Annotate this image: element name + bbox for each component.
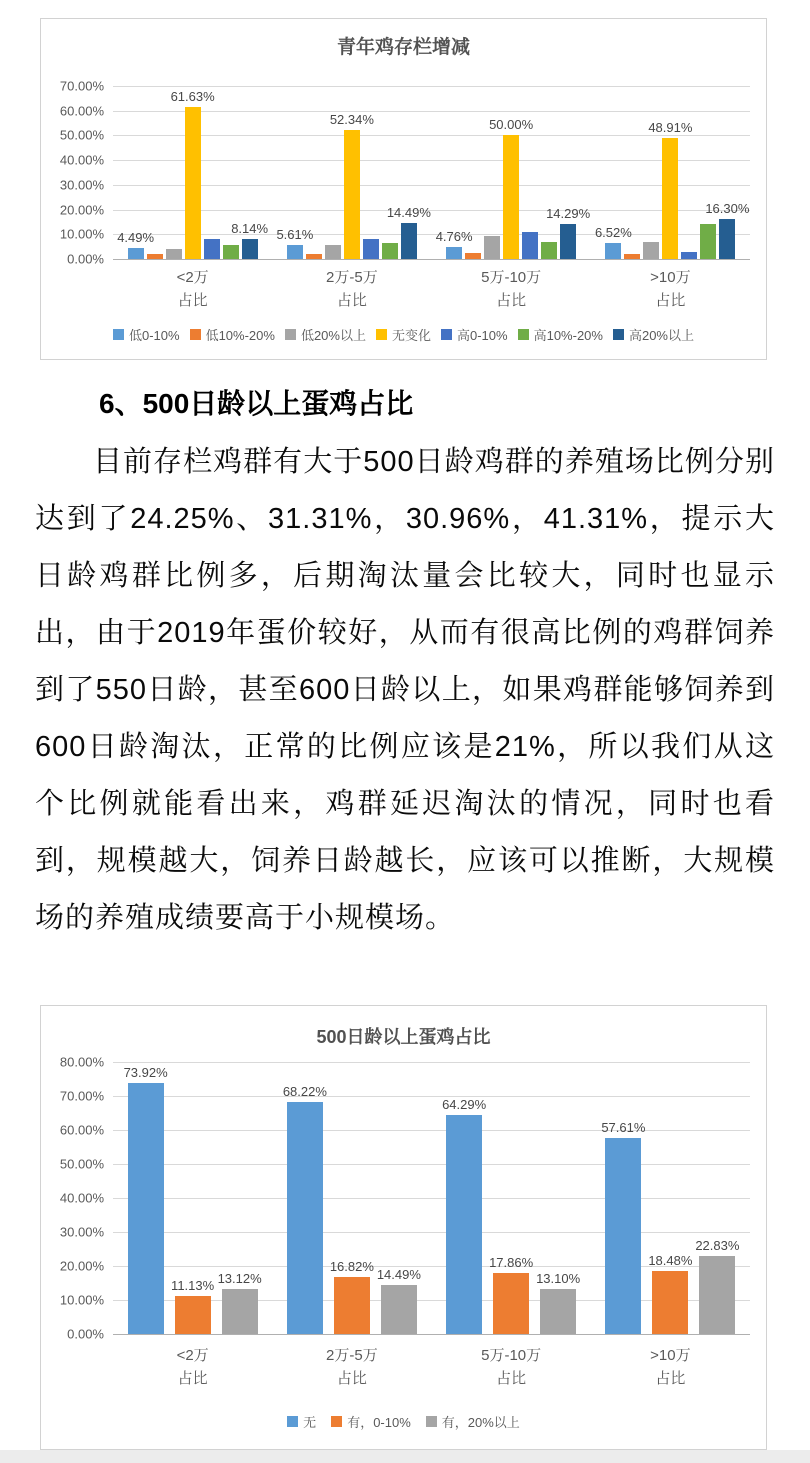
bar-value-label: 57.61% bbox=[601, 1120, 646, 1136]
bar-segment bbox=[170, 88, 215, 259]
bar-segment bbox=[171, 1278, 215, 1334]
x-category-line: 占比 bbox=[655, 291, 686, 309]
bar-group bbox=[591, 1062, 750, 1334]
chart-title: 青年鸡存栏增减 bbox=[336, 37, 470, 58]
x-axis-labels bbox=[113, 267, 766, 312]
legend-swatch bbox=[376, 329, 387, 340]
x-axis-line bbox=[113, 259, 750, 260]
bar-segment bbox=[700, 224, 716, 259]
bar-value-label: 16.30% bbox=[705, 200, 750, 216]
x-category-line: 占比 bbox=[336, 291, 367, 309]
bar-value-label: 14.29% bbox=[546, 205, 591, 221]
legend-label: 低10%-20% bbox=[205, 328, 275, 343]
bar-group bbox=[591, 86, 750, 259]
bar-value-label: 8.14% bbox=[231, 220, 269, 236]
bar-segment bbox=[223, 245, 239, 259]
bar-value-label: 48.91% bbox=[648, 120, 693, 136]
bar-group bbox=[113, 1062, 272, 1334]
bar-segment bbox=[123, 1064, 168, 1334]
bar-segment bbox=[541, 242, 557, 259]
legend bbox=[41, 325, 766, 344]
x-category-line: <2万 bbox=[176, 1347, 209, 1364]
y-tick-label: 60.00% bbox=[59, 1122, 104, 1138]
bar-segment bbox=[204, 239, 220, 259]
bar-segment bbox=[648, 120, 693, 259]
bar-segment bbox=[276, 227, 314, 259]
x-category-line: 占比 bbox=[496, 291, 527, 309]
bar-value-label: 14.49% bbox=[376, 1266, 421, 1282]
bar-segment bbox=[435, 229, 473, 259]
bar-value-label: 13.12% bbox=[217, 1271, 262, 1287]
x-category-line: >10万 bbox=[650, 1347, 691, 1364]
bar-group bbox=[113, 86, 272, 259]
page-bottom-edge bbox=[0, 1450, 810, 1463]
legend-item bbox=[376, 325, 431, 344]
legend-swatch bbox=[426, 1416, 437, 1427]
y-tick-label: 10.00% bbox=[59, 226, 104, 242]
bar-segment bbox=[705, 200, 750, 259]
y-tick-label: 40.00% bbox=[59, 152, 104, 168]
y-tick-label: 50.00% bbox=[59, 127, 104, 143]
bar-segment bbox=[117, 229, 155, 259]
x-category-line: 5万-10万 bbox=[481, 1347, 542, 1364]
legend-swatch bbox=[518, 329, 529, 340]
legend-label: 有，20%以上 bbox=[441, 1415, 520, 1430]
legend-label: 有，0-10% bbox=[347, 1415, 411, 1430]
legend-item bbox=[613, 325, 694, 344]
y-axis bbox=[41, 78, 113, 267]
bar-value-label: 4.49% bbox=[117, 229, 155, 245]
chart-over-500-day-hen-ratio bbox=[40, 1005, 767, 1450]
legend-swatch bbox=[190, 329, 201, 340]
plot-region bbox=[41, 1054, 766, 1342]
section-heading: 6、500日龄以上蛋鸡占比 bbox=[99, 388, 414, 419]
bar-group bbox=[432, 1062, 591, 1334]
bar-value-label: 18.48% bbox=[648, 1253, 693, 1269]
bar-value-label: 14.49% bbox=[386, 205, 431, 221]
y-tick-label: 30.00% bbox=[59, 177, 104, 193]
bar-segment bbox=[442, 1097, 487, 1334]
bar-groups bbox=[113, 86, 750, 259]
bar-value-label: 52.34% bbox=[329, 111, 374, 127]
bar-segment bbox=[681, 252, 697, 259]
y-tick-label: 10.00% bbox=[59, 1292, 104, 1308]
x-category-label bbox=[113, 267, 272, 312]
legend-item bbox=[518, 325, 603, 344]
bar-segment bbox=[306, 254, 322, 259]
bar-value-label: 13.10% bbox=[536, 1271, 581, 1287]
bar-segment bbox=[363, 239, 379, 259]
legend-item bbox=[285, 325, 366, 344]
legend-swatch bbox=[613, 329, 624, 340]
legend bbox=[41, 1412, 766, 1431]
bar-segment bbox=[147, 254, 163, 259]
bar-group bbox=[432, 86, 591, 259]
y-tick-label: 60.00% bbox=[59, 103, 104, 119]
bar-segment bbox=[282, 1084, 327, 1334]
y-tick-label: 70.00% bbox=[59, 78, 104, 94]
legend-swatch bbox=[113, 329, 124, 340]
legend-item bbox=[287, 1412, 316, 1431]
bar-segment bbox=[695, 1238, 740, 1334]
legend-item bbox=[331, 1412, 411, 1431]
x-axis-labels bbox=[113, 1345, 766, 1390]
bar-segment bbox=[217, 1271, 262, 1334]
bar-segment bbox=[329, 1258, 374, 1334]
y-tick-label: 20.00% bbox=[59, 202, 104, 218]
chart-young-hen-inventory-change bbox=[40, 18, 767, 360]
bar-value-label: 61.63% bbox=[170, 88, 215, 104]
legend-label: 无 bbox=[303, 1415, 317, 1430]
legend-label: 无变化 bbox=[391, 328, 431, 343]
bar-value-label: 6.52% bbox=[594, 224, 632, 240]
legend-item bbox=[441, 325, 508, 344]
x-category-line: 2万-5万 bbox=[326, 1347, 378, 1364]
legend-label: 高0-10% bbox=[457, 328, 508, 343]
legend-item bbox=[426, 1412, 520, 1431]
plot-area bbox=[113, 1062, 750, 1334]
y-tick-label: 80.00% bbox=[59, 1054, 104, 1070]
bar-segment bbox=[624, 254, 640, 259]
bar-value-label: 50.00% bbox=[489, 117, 534, 133]
bar-value-label: 17.86% bbox=[489, 1255, 534, 1271]
bar-value-label: 22.83% bbox=[695, 1238, 740, 1254]
chart-title: 500日龄以上蛋鸡占比 bbox=[316, 1027, 491, 1047]
bar-group bbox=[272, 86, 431, 259]
y-tick-label: 40.00% bbox=[59, 1190, 104, 1206]
bar-value-label: 68.22% bbox=[282, 1084, 327, 1100]
bar-segment bbox=[325, 245, 341, 259]
legend-item bbox=[190, 325, 275, 344]
legend-label: 高10%-20% bbox=[533, 328, 603, 343]
bar-segment bbox=[489, 117, 534, 259]
plot-area bbox=[113, 86, 750, 259]
bar-segment bbox=[376, 1266, 421, 1334]
x-category-line: 2万-5万 bbox=[326, 269, 378, 286]
bar-segment bbox=[465, 253, 481, 259]
plot-region bbox=[41, 78, 766, 267]
x-category-line: <2万 bbox=[176, 269, 209, 286]
bar-value-label: 5.61% bbox=[276, 227, 314, 243]
bar-group bbox=[272, 1062, 431, 1334]
x-category-line: 占比 bbox=[177, 291, 208, 309]
bar-value-label: 64.29% bbox=[442, 1097, 487, 1113]
bar-segment bbox=[594, 224, 632, 259]
bar-segment bbox=[601, 1120, 646, 1334]
x-category-label bbox=[591, 1345, 750, 1390]
y-tick-label: 0.00% bbox=[67, 251, 104, 267]
bar-value-label: 73.92% bbox=[123, 1064, 168, 1080]
x-axis-line bbox=[113, 1334, 750, 1335]
bar-groups bbox=[113, 1062, 750, 1334]
bar-segment bbox=[648, 1253, 693, 1334]
bar-segment bbox=[231, 220, 269, 259]
bar-value-label: 4.76% bbox=[435, 229, 473, 245]
legend-swatch bbox=[331, 1416, 342, 1427]
bar-segment bbox=[329, 111, 374, 259]
x-category-label bbox=[272, 1345, 431, 1390]
legend-item bbox=[113, 325, 180, 344]
y-tick-label: 30.00% bbox=[59, 1224, 104, 1240]
y-tick-label: 50.00% bbox=[59, 1156, 104, 1172]
x-category-label bbox=[591, 267, 750, 312]
body-paragraph: 目前存栏鸡群有大于500日龄鸡群的养殖场比例分别达到了24.25%、31.31%，30.96%，41.31%，提示大日龄鸡群比例多，后期淘汰量会比较大，同时也显示出，由于2019年蛋价较好，从而有很高比例的鸡群饲养到了550日龄，甚至600日龄以上，如果鸡群能够饲养到600日龄淘汰，正常的比例应该是21%，所以我们从这个比例就能看出来，鸡群延迟淘汰的情况，同时也看到，规模越大，饲养日龄越长，应该可以推断，大规模场的养殖成绩要高于小规模场。 bbox=[35, 446, 775, 934]
x-category-label bbox=[113, 1345, 272, 1390]
bar-segment bbox=[643, 242, 659, 259]
bar-value-label: 11.13% bbox=[171, 1278, 215, 1294]
x-category-label bbox=[432, 1345, 591, 1390]
x-category-line: 占比 bbox=[336, 1369, 367, 1387]
x-category-label bbox=[272, 267, 431, 312]
bar-segment bbox=[522, 232, 538, 259]
bar-segment bbox=[484, 236, 500, 259]
x-category-line: 占比 bbox=[496, 1369, 527, 1387]
y-tick-label: 70.00% bbox=[59, 1088, 104, 1104]
x-category-line: 5万-10万 bbox=[481, 269, 542, 286]
bar-segment bbox=[382, 243, 398, 259]
legend-label: 高20%以上 bbox=[628, 328, 694, 343]
legend-label: 低20%以上 bbox=[300, 328, 366, 343]
bar-segment bbox=[536, 1271, 581, 1334]
legend-swatch bbox=[441, 329, 452, 340]
y-tick-label: 0.00% bbox=[67, 1326, 104, 1342]
bar-segment bbox=[386, 205, 431, 259]
x-category-line: >10万 bbox=[650, 269, 691, 286]
bar-segment bbox=[166, 249, 182, 259]
x-category-label bbox=[432, 267, 591, 312]
y-axis bbox=[41, 1054, 113, 1342]
legend-swatch bbox=[285, 329, 296, 340]
x-category-line: 占比 bbox=[177, 1369, 208, 1387]
x-category-line: 占比 bbox=[655, 1369, 686, 1387]
legend-swatch bbox=[287, 1416, 298, 1427]
bar-value-label: 16.82% bbox=[329, 1258, 374, 1274]
legend-label: 低0-10% bbox=[128, 328, 180, 343]
y-tick-label: 20.00% bbox=[59, 1258, 104, 1274]
bar-segment bbox=[489, 1255, 534, 1334]
bar-segment bbox=[546, 205, 591, 259]
